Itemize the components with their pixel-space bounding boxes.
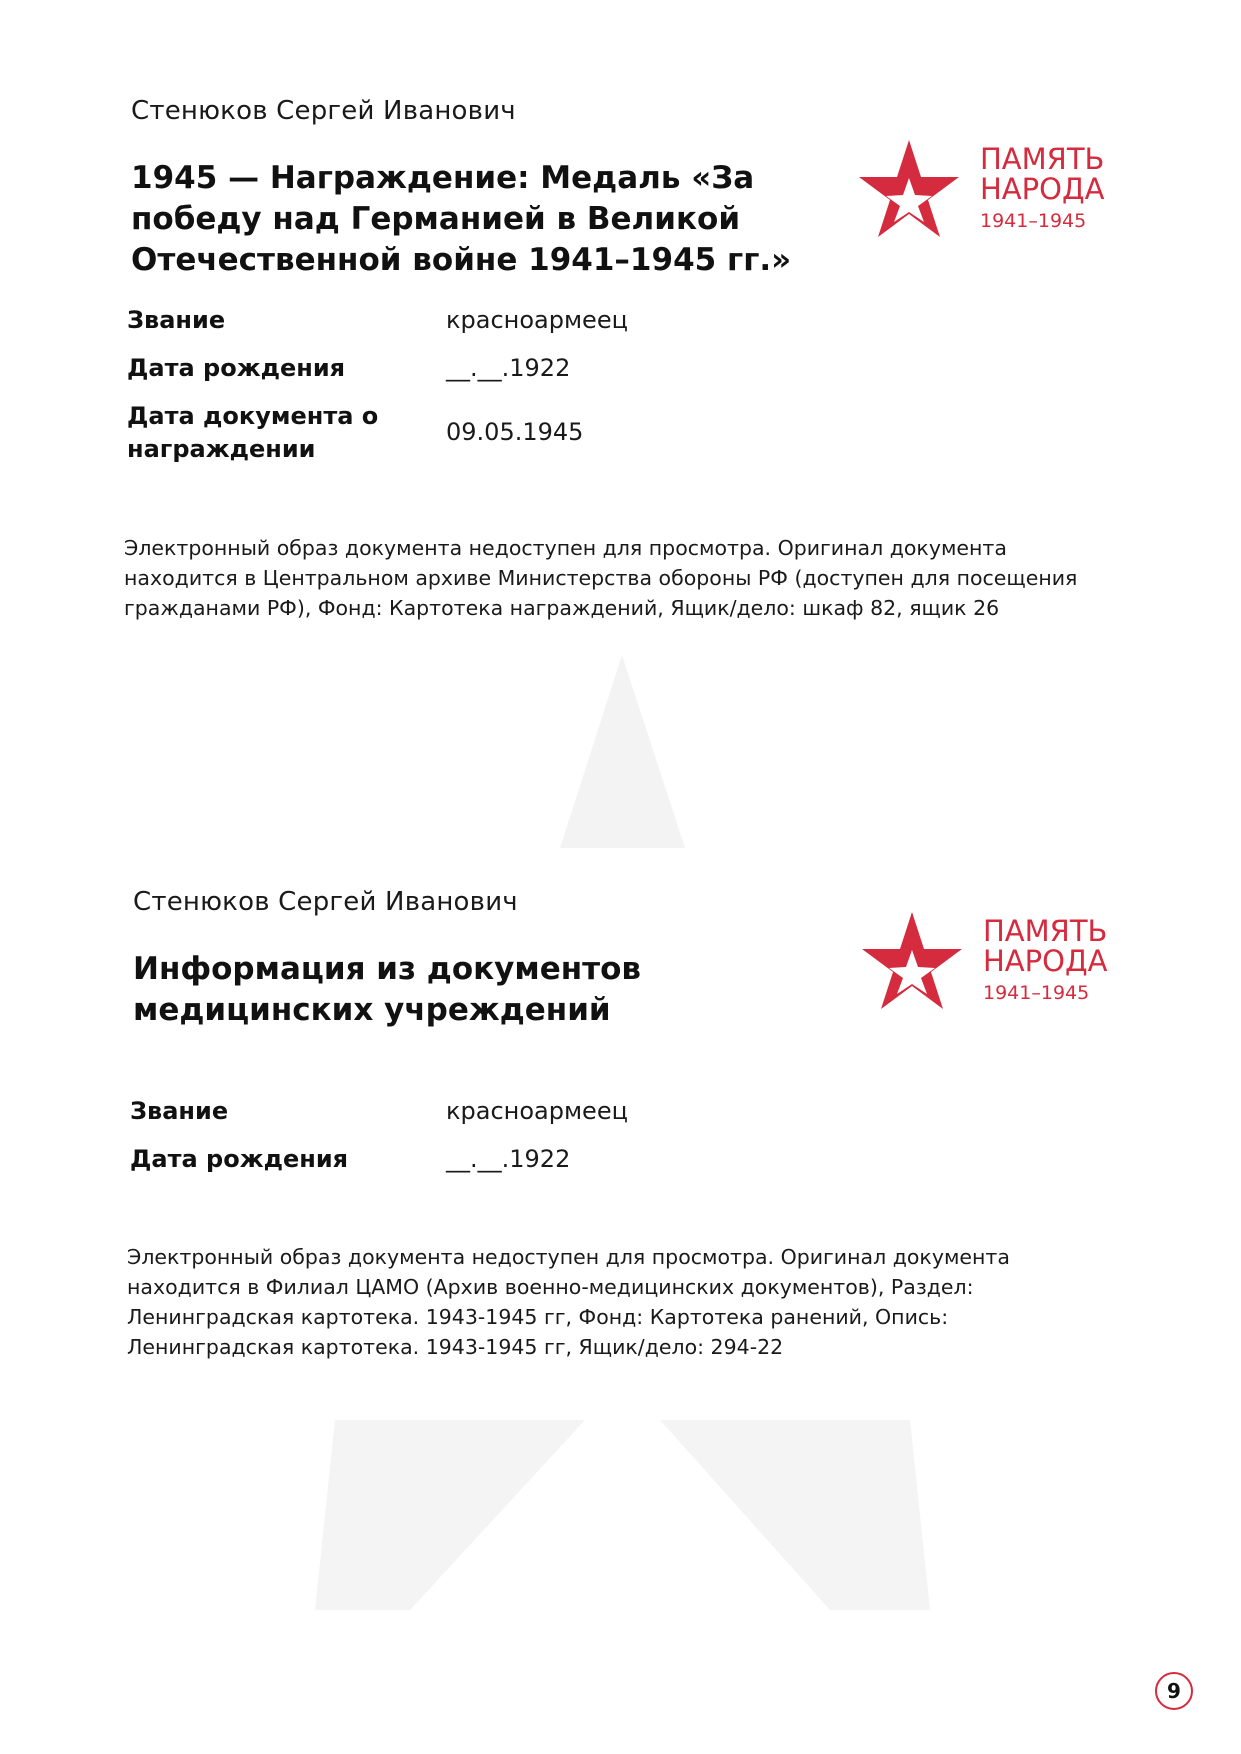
logo-line-1: ПАМЯТЬ (980, 142, 1105, 176)
field-value-rank: красноармеец (446, 1097, 628, 1125)
field-label-award-date: Дата документа о награждении (127, 402, 379, 463)
field-label-rank: Звание (127, 306, 226, 334)
field-label-birth-date: Дата рождения (130, 1145, 349, 1173)
record-title: Информация из документов медицинских учреждений (133, 951, 642, 1028)
field-value-award-date: 09.05.1945 (446, 418, 584, 446)
field-value-birth-date: __.__.1922 (446, 1145, 571, 1173)
red-star-icon (857, 912, 967, 1012)
logo-years: 1941–1945 (980, 210, 1087, 232)
pamyat-naroda-logo (857, 912, 1127, 1022)
person-name: Стенюков Сергей Иванович (131, 96, 516, 126)
field-label-birth-date: Дата рождения (127, 354, 346, 382)
pamyat-naroda-logo (854, 140, 1124, 250)
archive-note: Электронный образ документа недоступен для просмотра. Оригинал документа находится в Филиал ЦАМО (Архив военно-медицинских документов), Раздел: Ленинградская картотека. 1943-1945 гг, Фонд: Картотека ранений, Опись: Ленинградская картотека. 1943-1945 гг, Ящик/дело: 294-22 (127, 1245, 1010, 1359)
field-label-rank: Звание (130, 1097, 229, 1125)
field-value-birth-date: __.__.1922 (446, 354, 571, 382)
logo-years: 1941–1945 (983, 982, 1090, 1004)
red-star-icon (854, 140, 964, 240)
record-title: 1945 — Награждение: Медаль «За победу над Германией в Великой Отечественной войне 1941–1945 гг.» (131, 160, 792, 278)
logo-line-2: НАРОДА (980, 172, 1105, 206)
person-name: Стенюков Сергей Иванович (133, 887, 518, 917)
logo-line-2: НАРОДА (983, 944, 1108, 978)
archive-note: Электронный образ документа недоступен для просмотра. Оригинал документа находится в Центральном архиве Министерства обороны РФ (доступен для посещения гражданами РФ), Фонд: Картотека награждений, Ящик/дело: шкаф 82, ящик 26 (124, 536, 1078, 620)
field-value-rank: красноармеец (446, 306, 628, 334)
logo-line-1: ПАМЯТЬ (983, 914, 1108, 948)
page-number: 9 (1155, 1672, 1193, 1710)
